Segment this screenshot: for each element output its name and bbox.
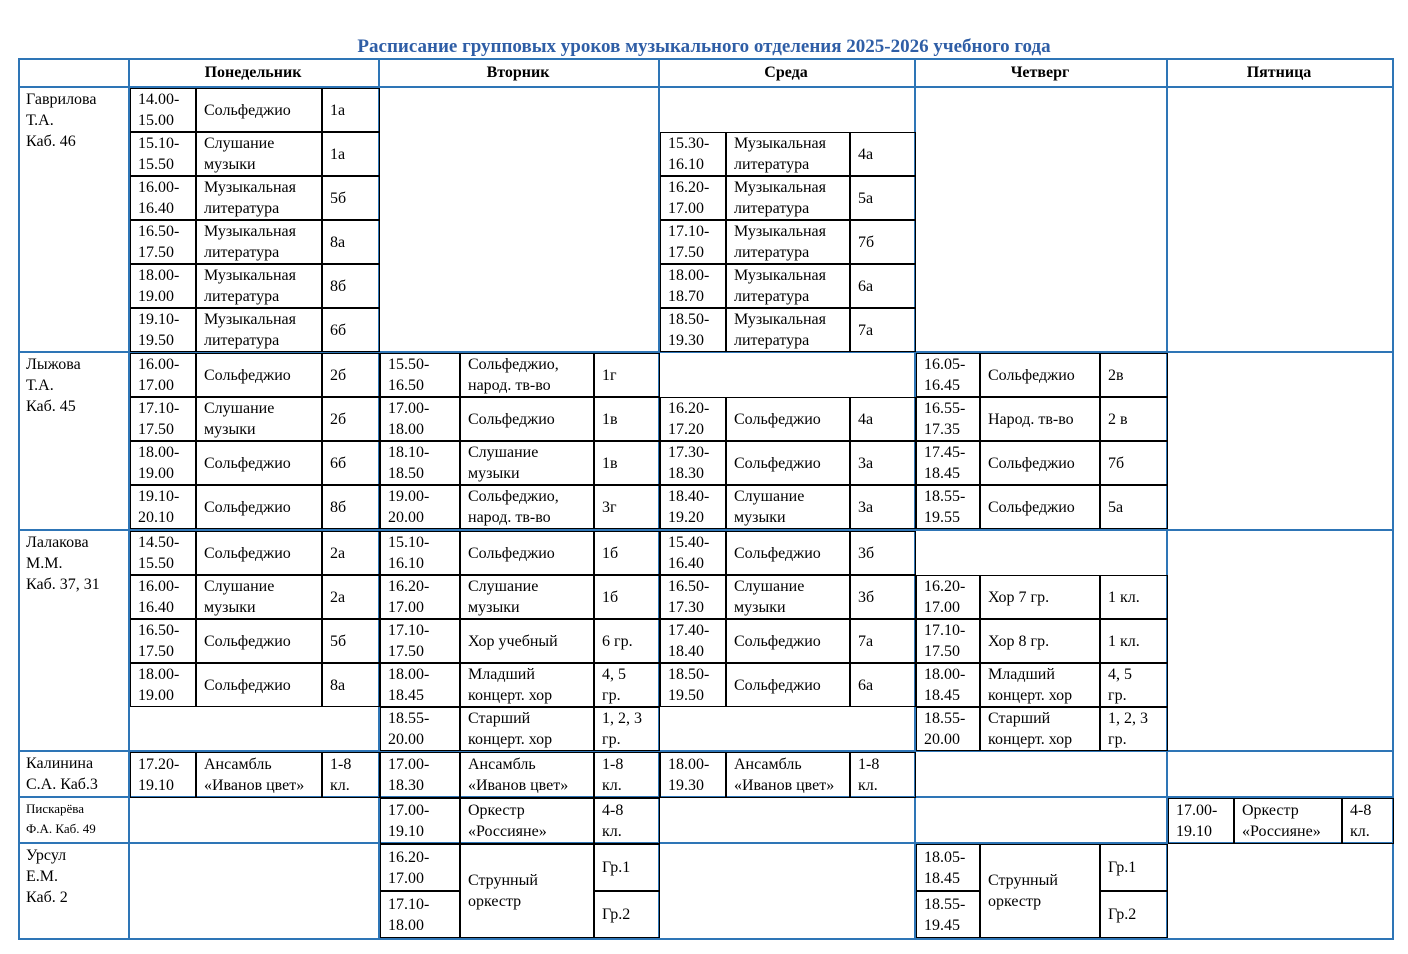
lesson-time: 15.40- 16.40 (660, 531, 726, 575)
lesson-time: 16.00- 16.40 (130, 176, 196, 220)
lesson-subject: Струнный оркестр (980, 844, 1100, 938)
lesson-time: 18.55- 20.00 (916, 707, 980, 751)
lesson-time: 17.10- 17.50 (380, 619, 460, 663)
lesson-group: 1г (594, 353, 660, 397)
lesson-time: 18.00- 18.45 (380, 663, 460, 707)
lesson-group: Гр.2 (1100, 891, 1168, 938)
lesson-time: 18.00- 18.45 (916, 663, 980, 707)
lesson-group: 2а (322, 575, 380, 619)
lesson-time: 17.10- 17.50 (916, 619, 980, 663)
lesson-time: 17.10- 17.50 (660, 220, 726, 264)
teacher-name: Пискарёва Ф.А. Каб. 49 (26, 801, 96, 836)
lesson-subject: Музыкальная литература (196, 264, 322, 308)
table-cell-frame (1166, 86, 1394, 353)
lesson-time: 19.10- 19.50 (130, 308, 196, 352)
lesson-time: 17.30- 18.30 (660, 441, 726, 485)
lesson-group: 1 кл. (1100, 575, 1168, 619)
lesson-subject: Сольфеджио (196, 663, 322, 707)
lesson-subject: Сольфеджио (980, 441, 1100, 485)
lesson-group: 1 кл. (1100, 619, 1168, 663)
lesson-group: 8б (322, 264, 380, 308)
lesson-subject: Музыкальная литература (726, 176, 850, 220)
lesson-group: 1-8 кл. (850, 752, 916, 798)
lesson-time: 18.50- 19.30 (660, 308, 726, 352)
lesson-time: 17.10- 17.50 (130, 397, 196, 441)
lesson-subject: Сольфеджио, народ. тв-во (460, 353, 594, 397)
lesson-time: 16.50- 17.30 (660, 575, 726, 619)
lesson-time: 18.00- 18.70 (660, 264, 726, 308)
lesson-subject: Сольфеджио (726, 441, 850, 485)
lesson-subject: Музыкальная литература (196, 308, 322, 352)
lesson-group: 1а (322, 132, 380, 176)
lesson-group: 6а (850, 663, 916, 707)
lesson-group: 5б (322, 176, 380, 220)
lesson-group: 3г (594, 485, 660, 529)
day-header: Четверг (1010, 64, 1070, 81)
lesson-time: 17.10- 18.00 (380, 891, 460, 938)
lesson-group: 3а (850, 485, 916, 529)
lesson-subject: Музыкальная литература (196, 220, 322, 264)
teacher-name: Урсул Е.М. Каб. 2 (26, 847, 68, 906)
lesson-time: 18.40- 19.20 (660, 485, 726, 529)
lesson-group: 4, 5 гр. (594, 663, 660, 707)
lesson-group: 8б (322, 485, 380, 529)
table-cell-frame (1166, 842, 1394, 940)
lesson-time: 17.20- 19.10 (130, 752, 196, 798)
lesson-time: 18.00- 19.00 (130, 264, 196, 308)
lesson-subject: Музыкальная литература (196, 176, 322, 220)
day-header: Пятница (1246, 64, 1312, 81)
lesson-subject: Хор 7 гр. (980, 575, 1100, 619)
lesson-group: 4-8 кл. (594, 798, 660, 844)
teacher-name: Гаврилова Т.А. Каб. 46 (26, 91, 97, 150)
teacher-name: Лыжова Т.А. Каб. 45 (26, 356, 81, 415)
table-cell-frame (914, 750, 1168, 798)
lesson-subject: Сольфеджио (196, 531, 322, 575)
lesson-time: 16.55- 17.35 (916, 397, 980, 441)
lesson-subject: Музыкальная литература (726, 132, 850, 176)
table-cell-frame (658, 842, 916, 940)
lesson-group: Гр.1 (1100, 844, 1168, 891)
table-cell-frame (658, 796, 916, 844)
lesson-subject: Ансамбль «Иванов цвет» (196, 752, 322, 798)
lesson-subject: Сольфеджио (196, 619, 322, 663)
lesson-group: 5б (322, 619, 380, 663)
lesson-time: 17.45- 18.45 (916, 441, 980, 485)
lesson-group: 7а (850, 619, 916, 663)
schedule-table (18, 58, 1392, 938)
lesson-subject: Сольфеджио (196, 88, 322, 132)
lesson-group: 1в (594, 441, 660, 485)
lesson-group: 6 гр. (594, 619, 660, 663)
lesson-time: 19.00- 20.00 (380, 485, 460, 529)
lesson-time: 16.20- 17.00 (380, 844, 460, 891)
lesson-group: 5а (1100, 485, 1168, 529)
lesson-time: 16.20- 17.00 (660, 176, 726, 220)
lesson-subject: Музыкальная литература (726, 264, 850, 308)
lesson-subject: Слушание музыки (726, 485, 850, 529)
table-cell-frame (914, 796, 1168, 844)
lesson-time: 14.50- 15.50 (130, 531, 196, 575)
lesson-time: 18.00- 19.00 (130, 663, 196, 707)
lesson-time: 18.05- 18.45 (916, 844, 980, 891)
lesson-subject: Хор 8 гр. (980, 619, 1100, 663)
lesson-subject: Сольфеджио (196, 485, 322, 529)
lesson-subject: Сольфеджио (196, 353, 322, 397)
lesson-time: 19.10- 20.10 (130, 485, 196, 529)
lesson-subject: Ансамбль «Иванов цвет» (726, 752, 850, 798)
lesson-time: 18.00- 19.30 (660, 752, 726, 798)
lesson-subject: Сольфеджио (726, 619, 850, 663)
lesson-group: 2а (322, 531, 380, 575)
lesson-time: 18.55- 20.00 (380, 707, 460, 751)
lesson-group: 7б (850, 220, 916, 264)
lesson-time: 17.00- 19.10 (380, 798, 460, 844)
lesson-subject: Слушание музыки (196, 132, 322, 176)
table-cell-frame (378, 86, 660, 353)
lesson-time: 16.20- 17.00 (916, 575, 980, 619)
lesson-group: 1, 2, 3 гр. (1100, 707, 1168, 751)
lesson-group: 4-8 кл. (1342, 798, 1394, 844)
lesson-group: 1а (322, 88, 380, 132)
lesson-subject: Сольфеджио (460, 397, 594, 441)
lesson-group: 6б (322, 441, 380, 485)
lesson-subject: Младший концерт. хор (980, 663, 1100, 707)
lesson-subject: Сольфеджио (726, 663, 850, 707)
lesson-subject: Сольфеджио (196, 441, 322, 485)
lesson-group: 7а (850, 308, 916, 352)
lesson-time: 17.40- 18.40 (660, 619, 726, 663)
lesson-group: 1-8 кл. (322, 752, 380, 798)
lesson-subject: Сольфеджио, народ. тв-во (460, 485, 594, 529)
lesson-group: 2б (322, 397, 380, 441)
lesson-group: 2в (1100, 353, 1168, 397)
lesson-subject: Младший концерт. хор (460, 663, 594, 707)
lesson-subject: Ансамбль «Иванов цвет» (460, 752, 594, 798)
lesson-time: 16.50- 17.50 (130, 619, 196, 663)
lesson-time: 18.10- 18.50 (380, 441, 460, 485)
table-cell-frame (1166, 529, 1394, 752)
table-cell-frame (18, 58, 130, 88)
lesson-subject: Оркестр «Россияне» (460, 798, 594, 844)
lesson-group: 2б (322, 353, 380, 397)
lesson-subject: Оркестр «Россияне» (1234, 798, 1342, 844)
lesson-group: 2 в (1100, 397, 1168, 441)
lesson-group: 1б (594, 531, 660, 575)
lesson-time: 16.05- 16.45 (916, 353, 980, 397)
lesson-time: 17.00- 19.10 (1168, 798, 1234, 844)
lesson-group: 1-8 кл. (594, 752, 660, 798)
lesson-time: 18.50- 19.50 (660, 663, 726, 707)
lesson-time: 15.30- 16.10 (660, 132, 726, 176)
lesson-time: 18.55- 19.45 (916, 891, 980, 938)
lesson-time: 16.50- 17.50 (130, 220, 196, 264)
lesson-subject: Сольфеджио (726, 531, 850, 575)
lesson-subject: Слушание музыки (460, 575, 594, 619)
lesson-subject: Слушание музыки (460, 441, 594, 485)
lesson-group: 3б (850, 575, 916, 619)
lesson-time: 16.00- 17.00 (130, 353, 196, 397)
lesson-subject: Сольфеджио (980, 353, 1100, 397)
lesson-group: 1в (594, 397, 660, 441)
lesson-group: Гр.1 (594, 844, 660, 891)
lesson-time: 15.10- 16.10 (380, 531, 460, 575)
lesson-group: 3б (850, 531, 916, 575)
lesson-group: 4а (850, 397, 916, 441)
teacher-name: Калинина С.А. Каб.3 (26, 755, 98, 793)
lesson-group: 7б (1100, 441, 1168, 485)
lesson-subject: Слушание музыки (196, 575, 322, 619)
table-cell-frame (128, 842, 380, 940)
lesson-group: 8а (322, 663, 380, 707)
lesson-subject: Слушание музыки (726, 575, 850, 619)
lesson-time: 16.20- 17.00 (380, 575, 460, 619)
table-cell-frame (1166, 750, 1394, 798)
lesson-time: 15.50- 16.50 (380, 353, 460, 397)
lesson-group: 4а (850, 132, 916, 176)
day-header: Понедельник (204, 64, 302, 81)
lesson-subject: Сольфеджио (460, 531, 594, 575)
lesson-group: Гр.2 (594, 891, 660, 938)
lesson-subject: Слушание музыки (196, 397, 322, 441)
lesson-group: 8а (322, 220, 380, 264)
lesson-subject: Старший концерт. хор (460, 707, 594, 751)
lesson-time: 16.00- 16.40 (130, 575, 196, 619)
day-header: Среда (764, 64, 808, 81)
lesson-group: 6а (850, 264, 916, 308)
lesson-group: 5а (850, 176, 916, 220)
lesson-time: 17.00- 18.30 (380, 752, 460, 798)
lesson-time: 17.00- 18.00 (380, 397, 460, 441)
lesson-time: 16.20- 17.20 (660, 397, 726, 441)
lesson-time: 18.55- 19.55 (916, 485, 980, 529)
lesson-subject: Старший концерт. хор (980, 707, 1100, 751)
lesson-subject: Музыкальная литература (726, 220, 850, 264)
table-cell-frame (914, 86, 1168, 353)
lesson-group: 1, 2, 3 гр. (594, 707, 660, 751)
page-title: Расписание групповых уроков музыкального отделения 2025-2026 учебного года (357, 36, 1051, 57)
lesson-subject: Музыкальная литература (726, 308, 850, 352)
lesson-time: 15.10- 15.50 (130, 132, 196, 176)
table-cell-frame (1166, 351, 1394, 531)
lesson-subject: Струнный оркестр (460, 844, 594, 938)
lesson-subject: Народ. тв-во (980, 397, 1100, 441)
lesson-group: 3а (850, 441, 916, 485)
lesson-time: 14.00- 15.00 (130, 88, 196, 132)
lesson-group: 1б (594, 575, 660, 619)
lesson-subject: Сольфеджио (726, 397, 850, 441)
lesson-time: 18.00- 19.00 (130, 441, 196, 485)
lesson-group: 4, 5 гр. (1100, 663, 1168, 707)
lesson-subject: Хор учебный (460, 619, 594, 663)
teacher-name: Лалакова М.М. Каб. 37, 31 (26, 534, 100, 593)
lesson-subject: Сольфеджио (980, 485, 1100, 529)
lesson-group: 6б (322, 308, 380, 352)
table-cell-frame (128, 796, 380, 844)
day-header: Вторник (486, 64, 550, 81)
